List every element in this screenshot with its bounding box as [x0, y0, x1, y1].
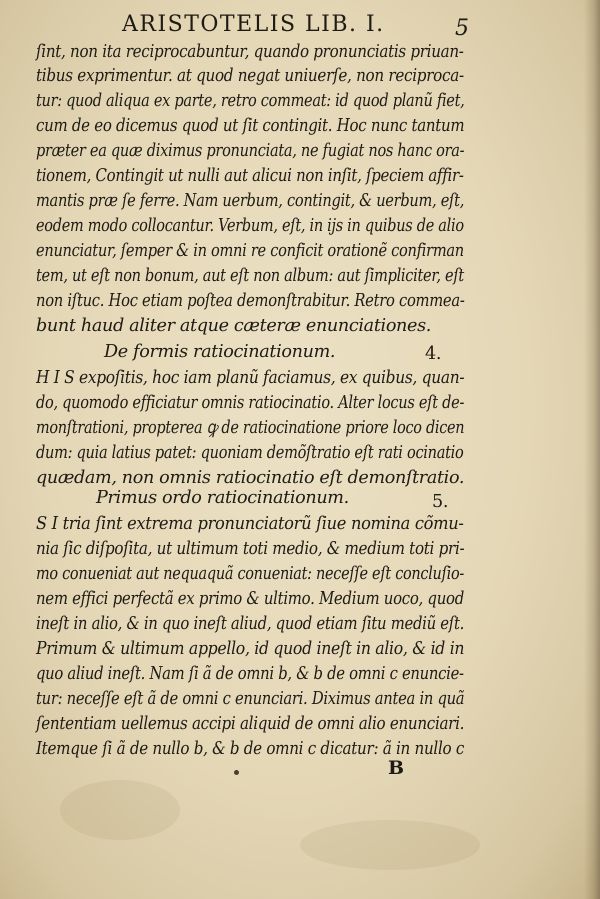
text-line: nia ſic diſpoſita, ut ultimum toti medio, & medium toti pri-: [36, 539, 465, 559]
text-line: H I S expoſitis, hoc iam planũ faciamus, ex quibus, quan-: [36, 368, 465, 388]
text-line: Primum & ultimum appello, id quod ineſt in alio, & id in: [36, 639, 465, 659]
text-line: tibus exprimentur. at quod negat uniuerſe, non reciproca-: [36, 66, 464, 86]
text-line: præter ea quæ diximus pronunciata, ne fugiat nos hanc ora-: [36, 141, 465, 161]
text-line: ineſt in alio, & in quo ineſt aliud, quod etiam ſitu mediũ eſt.: [36, 614, 465, 634]
running-head: ARISTOTELIS LIB. I.: [122, 12, 385, 37]
signature-mark: B: [388, 757, 405, 779]
ink-dot: [234, 770, 239, 775]
text-line: quo aliud ineſt. Nam ſi ã de omni b, & b de omni c enuncie-: [36, 664, 464, 684]
section-heading: De formis ratiocinationum.: [104, 342, 336, 362]
section-heading: Primus ordo ratiocinationum.: [96, 488, 349, 508]
text-line: tur: quod aliqua ex parte, retro commeat: id quod planũ fiet,: [36, 91, 465, 111]
text-line: dum: quia latius patet: quoniam demõſtratio eſt rati ocinatio: [36, 443, 464, 463]
text-line: cum de eo dicemus quod ut ſit contingit. Hoc nunc tantum: [36, 116, 465, 136]
text-line: eodem modo collocantur. Verbum, eſt, in ijs in quibus de alio: [36, 216, 464, 236]
text-line: ſint, non ita reciprocabuntur, quando pronunciatis priuan-: [36, 42, 464, 62]
text-line: tionem, Contingit ut nulli aut alicui non inſit, ſpeciem affir-: [36, 166, 464, 186]
section-number: 5.: [432, 492, 449, 512]
text-line: ſententiam uellemus accipi aliquid de omni alio enunciari.: [36, 714, 465, 734]
text-line: enunciatur, ſemper & in omni re conficit orationẽ confirman: [36, 241, 464, 261]
text-line: tur: neceſſe eſt ã de omni c enunciari. Diximus antea in quã: [36, 689, 465, 709]
text-line: tem, ut eſt non bonum, aut eſt non album: aut ſimpliciter, eſt: [36, 266, 464, 286]
text-line: monſtrationi, propterea ꝙ de ratiocinatione priore loco dicen: [36, 418, 465, 438]
section-number: 4.: [425, 344, 442, 364]
page-fold-shadow: [584, 0, 600, 899]
text-line: Itemque ſi ã de nullo b, & b de omni c dicatur: ã in nullo c: [36, 739, 465, 759]
text-line: bunt haud aliter atque cæteræ enunciationes.: [36, 316, 432, 336]
text-line: S I tria ſint extrema pronunciatorũ ſiue nomina cõmu-: [36, 514, 464, 534]
text-line: mantis præ ſe ferre. Nam uerbum, contingit, & uerbum, eſt,: [36, 191, 465, 211]
text-line: nem effici perfectã ex primo & ultimo. Medium uoco, quod: [36, 589, 464, 609]
text-line: quædam, non omnis ratiocinatio eſt demonſtratio.: [36, 468, 465, 488]
text-line: mo conueniat aut nequaquã conueniat: neceſſe eſt concluſio-: [36, 564, 464, 584]
text-line: non iſtuc. Hoc etiam poſtea demonſtrabitur. Retro commea-: [36, 291, 465, 311]
text-line: do, quomodo efficiatur omnis ratiocinatio. Alter locus eſt de-: [36, 393, 465, 413]
page-number: 5: [455, 16, 469, 41]
